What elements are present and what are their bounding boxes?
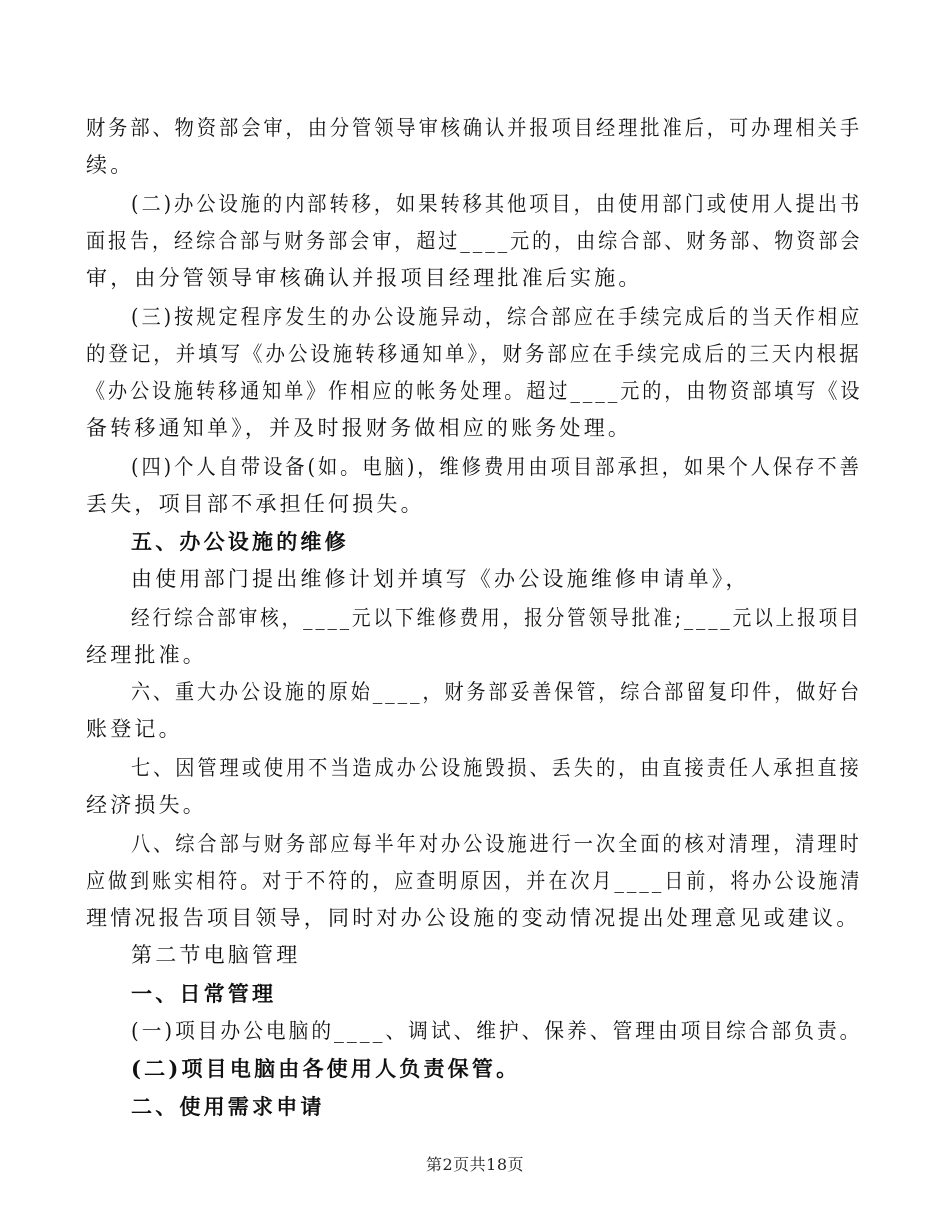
section-title: 第二节电脑管理 <box>131 943 301 967</box>
paragraph-line: 理情况报告项目领导，同时对办公设施的变动情况提出处理意见或建议。 <box>86 906 861 930</box>
paragraph-line: 面报告，经综合部与财务部会审，超过____元的，由综合部、财务部、物资部会 <box>86 229 863 253</box>
paragraph-line: (二)办公设施的内部转移，如果转移其他项目，由使用部门或使用人提出书 <box>131 192 863 216</box>
section-heading: 一、日常管理 <box>131 981 277 1006</box>
paragraph-line-bold: (二)项目电脑由各使用人负责保管。 <box>131 1056 521 1081</box>
paragraph-line: 丢失，项目部不承担任何损失。 <box>86 492 425 516</box>
paragraph-line: 备转移通知单》，并及时报财务做相应的账务处理。 <box>86 416 633 440</box>
paragraph-line: 经理批准。 <box>86 643 207 667</box>
paragraph-line: 经行综合部审核，____元以下维修费用，报分管领导批准;____元以上报项目 <box>131 606 862 630</box>
paragraph-line: (三)按规定程序发生的办公设施异动，综合部应在手续完成后的当天作相应 <box>131 305 863 329</box>
paragraph-line: 账登记。 <box>86 717 183 741</box>
paragraph-line: 七、因管理或使用不当造成办公设施毁损、丢失的，由直接责任人承担直接 <box>131 756 862 780</box>
paragraph-line: 由使用部门提出维修计划并填写《办公设施维修申请单》， <box>131 567 750 591</box>
paragraph-line: 应做到账实相符。对于不符的，应查明原因，并在次月____日前，将办公设施清 <box>86 869 863 893</box>
paragraph-line: (四)个人自带设备(如。电脑)，维修费用由项目部承担，如果个人保存不善 <box>131 455 862 479</box>
paragraph-line: 审，由分管领导审核确认并报项目经理批准后实施。 <box>86 266 643 290</box>
paragraph-line: 六、重大办公设施的原始____，财务部妥善保管，综合部留复印件，做好台 <box>131 680 862 704</box>
paragraph-line: 财务部、物资部会审，由分管领导审核确认并报项目经理批准后，可办理相关手 <box>86 116 862 140</box>
section-heading: 五、办公设施的维修 <box>131 529 349 554</box>
section-heading: 二、使用需求申请 <box>131 1094 325 1119</box>
paragraph-line: 续。 <box>86 153 135 177</box>
paragraph-line: 八、综合部与财务部应每半年对办公设施进行一次全面的核对清理，清理时 <box>131 832 862 856</box>
paragraph-line: (一)项目办公电脑的____、调试、维护、保养、管理由项目综合部负责。 <box>131 1019 863 1043</box>
page-number-footer: 第2页共18页 <box>425 1155 525 1174</box>
paragraph-line: 《办公设施转移通知单》作相应的帐务处理。超过____元的，由物资部填写《设 <box>86 379 863 403</box>
paragraph-line: 经济损失。 <box>86 793 207 817</box>
paragraph-line: 的登记，并填写《办公设施转移通知单》，财务部应在手续完成后的三天内根据 <box>86 342 862 366</box>
